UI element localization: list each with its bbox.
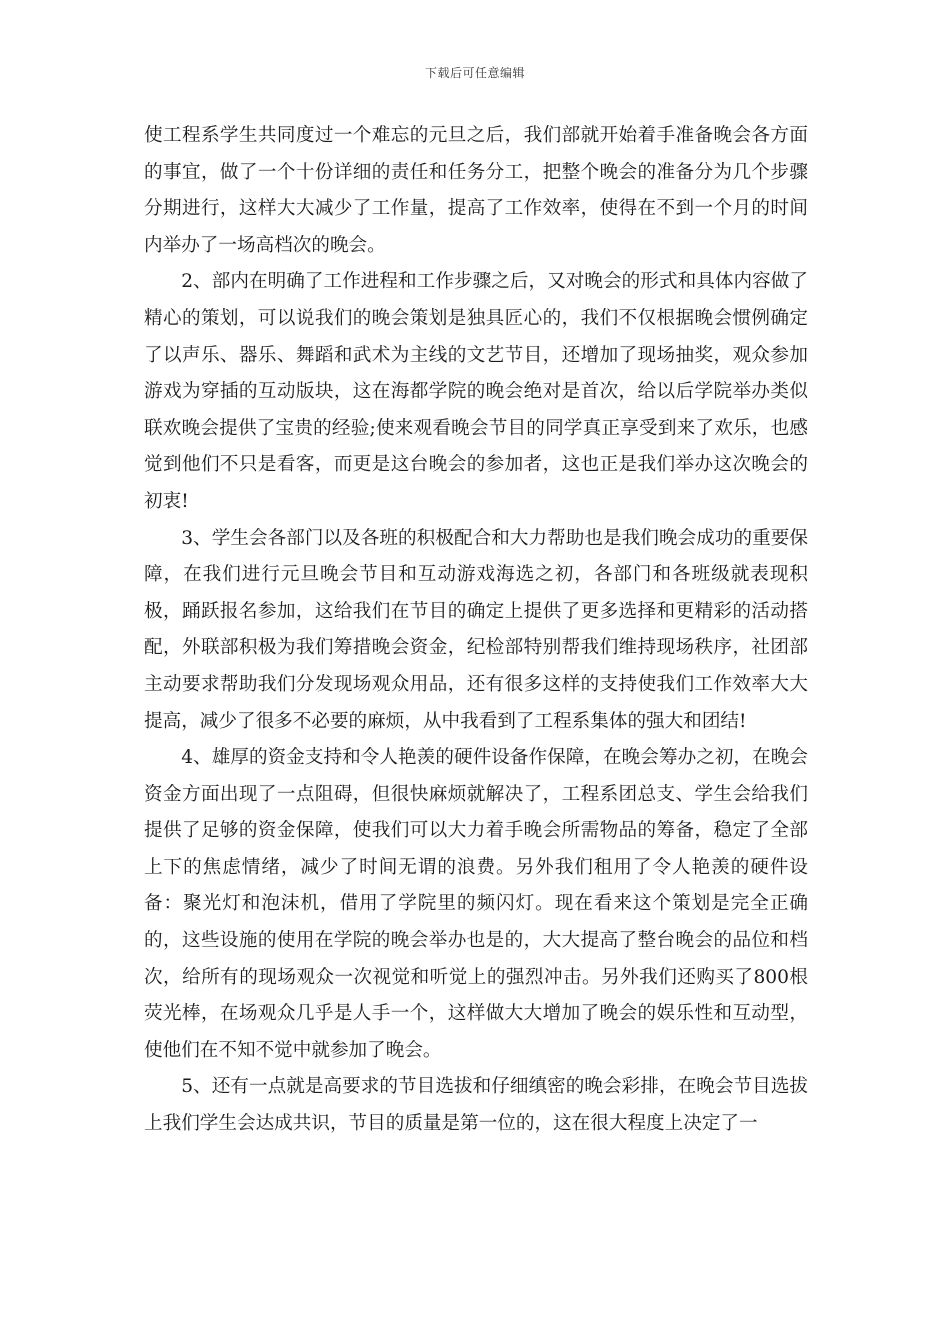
paragraph: 3、学生会各部门以及各班的积极配合和大力帮助也是我们晚会成功的重要保障，在我们进行元旦晚会节目和互动游戏海选之初，各部门和各班级就表现积极，踊跃报名参加，这给我们在节目的确定上提供了更多选择和更精彩的活动搭配，外联部积极为我们筹措晚会资金，纪检部特别帮我们维持现场秩序，社团部主动要求帮助我们分发现场观众用品，还有很多这样的支持使我们工作效率大大提高，减少了很多不必要的麻烦，从中我看到了工程系集体的强大和团结! bbox=[144, 527, 808, 732]
paragraph: 2、部内在明确了工作进程和工作步骤之后，又对晚会的形式和具体内容做了精心的策划，可以说我们的晚会策划是独具匠心的，我们不仅根据晚会惯例确定了以声乐、器乐、舞蹈和武术为主线的文艺节目，还增加了现场抽奖，观众参加游戏为穿插的互动版块，这在海都学院的晚会绝对是首次，给以后学院举办类似联欢晚会提供了宝贵的经验;使来观看晚会节目的同学真正享受到来了欢乐，也感觉到他们不只是看客，而更是这台晚会的参加者，这也正是我们举办这次晚会的初衷! bbox=[144, 271, 808, 512]
paragraph: 4、雄厚的资金支持和令人艳羡的硬件设备作保障，在晚会筹办之初，在晚会资金方面出现了一点阻碍，但很快麻烦就解决了，工程系团总支、学生会给我们提供了足够的资金保障，使我们可以大力着手晚会所需物品的筹备，稳定了全部上下的焦虑情绪，减少了时间无谓的浪费。另外我们租用了令人艳羡的硬件设备：聚光灯和泡沫机，借用了学院里的频闪灯。现在看来这个策划是完全正确的，这些设施的使用在学院的晚会举办也是的，大大提高了整台晚会的品位和档次，给所有的现场观众一次视觉和听觉上的强烈冲击。另外我们还购买了800根荧光棒，在场观众几乎是人手一个，这样做大大增加了晚会的娱乐性和互动型，使他们在不知不觉中就参加了晚会。 bbox=[144, 747, 808, 1061]
page-header: 下载后可任意编辑 bbox=[424, 66, 525, 80]
paragraph: 5、还有一点就是高要求的节目选拔和仔细缜密的晚会彩排，在晚会节目选拔上我们学生会达成共识，节目的质量是第一位的，这在很大程度上决定了一 bbox=[144, 1076, 808, 1135]
paragraph: 使工程系学生共同度过一个难忘的元旦之后，我们部就开始着手准备晚会各方面的事宜，做了一个十份详细的责任和任务分工，把整个晚会的准备分为几个步骤分期进行，这样大大减少了工作量，提高了工作效率，使得在不到一个月的时间内举办了一场高档次的晚会。 bbox=[144, 125, 808, 256]
document-body bbox=[144, 118, 808, 1143]
